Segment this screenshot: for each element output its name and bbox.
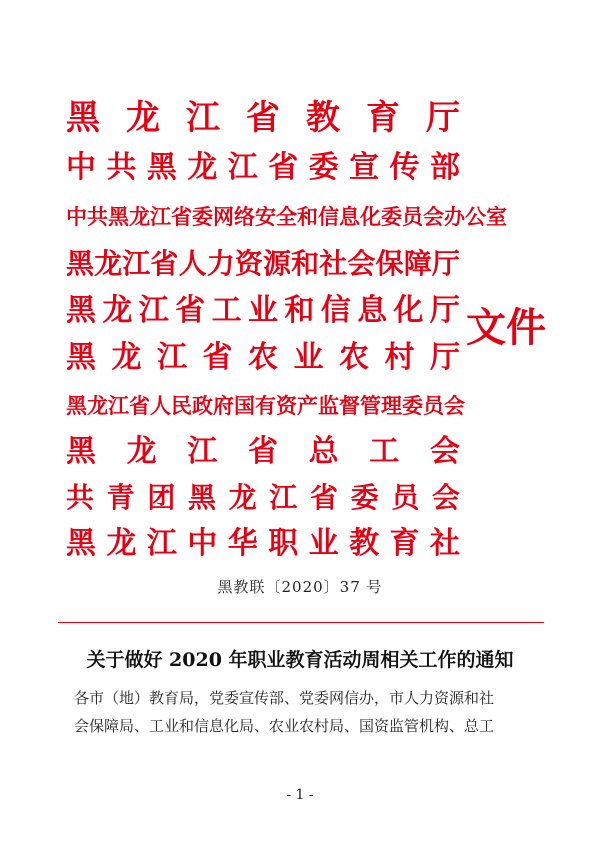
issuer-char: 宣 [349,150,380,185]
red-separator-line [58,622,544,623]
issuer-char: 人 [150,393,171,418]
issuer-char: 会 [429,434,460,469]
issuer-char: 教 [306,98,340,138]
issuer-char: 和 [297,204,318,229]
issuer-char: 和 [284,293,315,328]
issuer-line [66,96,460,140]
issuer-char: 江 [227,150,258,185]
issuer-char: 江 [138,293,169,328]
issuer-char: 资 [234,247,263,280]
issuer-char: 委 [308,150,339,185]
issuer-char: 江 [146,526,177,561]
issuer-char: 黑 [66,293,96,328]
page-number: - 1 - [286,787,314,803]
issuer-char: 共 [87,204,108,229]
issuer-char: 省 [309,481,338,514]
issuer-line [66,289,460,333]
issuer-char: 信 [318,204,339,229]
issuer-char: 业 [247,293,278,328]
issuer-line [66,336,460,380]
issuer-char: 省 [268,150,299,185]
issuer-char: 会 [347,247,376,280]
issuer-char: 省 [247,434,278,469]
notice-title: 关于做好 2020 年职业教育活动周相关工作的通知 [86,649,514,671]
issuer-char: 厅 [431,247,460,280]
issuer-char: 厅 [430,340,460,375]
issuer-char: 委 [350,481,379,514]
issuer-char: 江 [157,340,187,375]
issuer-char: 龙 [106,526,137,561]
issuer-char: 化 [393,293,424,328]
issuer-char: 省 [246,98,280,138]
issuer-char: 总 [308,434,339,469]
document-type-label: 文件 [466,304,546,351]
issuer-char: 省 [171,204,192,229]
issuer-char: 黑 [66,526,96,561]
issuer-char: 黑 [108,204,129,229]
issuer-char: 龙 [94,247,123,280]
issuer-char: 息 [339,204,360,229]
document-number: 黑教联〔2020〕37 号 [217,578,383,596]
issuer-char: 会 [444,393,465,418]
issuer-line [66,195,507,239]
issuer-char: 工 [369,434,400,469]
issuer-char: 团 [147,481,176,514]
issuer-char: 农 [339,340,369,375]
issuer-line [66,430,460,474]
issuer-char: 传 [389,150,420,185]
issuer-line [66,384,465,428]
issuer-char: 黑 [66,434,96,469]
issuer-char: 省 [202,340,233,375]
issuer-char: 息 [357,293,388,328]
issuer-char: 委 [381,204,402,229]
issuer-char: 保 [375,247,404,280]
issuer-char: 部 [429,150,460,185]
recipients-line: 会保障局、工业和信息化局、农业农村局、国资监管机构、总工 [74,717,495,735]
issuer-char: 产 [297,393,318,418]
recipients-line: 各市（地）教育局，党委宣传部、党委网信办，市人力资源和社 [74,689,495,707]
issuer-char: 江 [122,247,151,280]
issuer-char: 江 [150,204,171,229]
issuer-char: 府 [213,393,234,418]
issuer-char: 网 [213,204,234,229]
issuer-char: 力 [206,247,235,280]
issuer-char: 络 [234,204,255,229]
issuer-char: 村 [384,340,415,375]
issuer-char: 工 [211,293,242,328]
issuer-char: 中 [66,204,87,229]
issuer-char: 人 [178,247,207,280]
issuer-char: 黑 [66,98,100,138]
issuer-char: 委 [192,204,213,229]
issuer-char: 黑 [187,481,216,514]
issuer-char: 黑 [146,150,177,185]
issuer-char: 资 [276,393,297,418]
issuer-char: 华 [227,526,258,561]
issuer-char: 业 [308,526,339,561]
issuer-char: 民 [171,393,192,418]
issuer-char: 员 [391,481,420,514]
issuer-char: 共 [66,481,95,514]
issuer-char: 厅 [429,293,460,328]
issuer-char: 会 [423,204,444,229]
issuer-char: 会 [431,481,460,514]
issuer-char: 龙 [102,293,133,328]
issuer-char: 龙 [126,98,160,138]
issuer-char: 江 [187,434,218,469]
issuer-char: 农 [248,340,278,375]
issuer-line [66,522,460,566]
issuer-char: 龙 [129,204,150,229]
issuer-char: 业 [293,340,324,375]
issuer-char: 职 [268,526,299,561]
issuer-char: 理 [381,393,402,418]
issuer-char: 障 [403,247,432,280]
issuer-char: 中 [66,150,96,185]
issuer-char: 和 [291,247,320,280]
issuer-line [66,242,460,286]
issuer-char: 化 [360,204,381,229]
issuer-char: 社 [319,247,348,280]
issuer-char: 有 [255,393,276,418]
issuer-char: 源 [262,247,291,280]
issuer-char: 国 [234,393,255,418]
issuer-char: 黑 [66,393,87,418]
recipients-paragraph [74,684,536,740]
issuer-char: 青 [106,481,135,514]
issuer-char: 政 [192,393,213,418]
issuer-char: 龙 [187,150,218,185]
issuer-char: 安 [255,204,276,229]
issuer-char: 育 [389,526,420,561]
issuer-line [66,476,460,520]
issuer-char: 员 [402,204,423,229]
issuer-char: 社 [429,526,460,561]
issuer-char: 龙 [87,393,108,418]
issuer-line [66,146,460,190]
issuer-char: 龙 [228,481,257,514]
issuer-char: 龙 [126,434,157,469]
issuer-char: 信 [320,293,351,328]
issuer-char: 员 [423,393,444,418]
issuer-char: 江 [269,481,298,514]
issuer-char: 厅 [426,98,460,138]
issuer-char: 江 [108,393,129,418]
issuer-char: 省 [150,247,179,280]
issuer-char: 监 [318,393,339,418]
issuer-char: 省 [129,393,150,418]
issuer-char: 中 [187,526,218,561]
issuer-char: 委 [402,393,423,418]
issuer-char: 公 [465,204,486,229]
issuer-char: 全 [276,204,297,229]
issuer-char: 共 [106,150,137,185]
issuer-char: 黑 [66,247,95,280]
issuer-char: 龙 [111,340,142,375]
issuer-char: 省 [175,293,206,328]
issuer-char: 办 [444,204,465,229]
issuer-char: 江 [186,98,220,138]
issuer-char: 管 [360,393,381,418]
issuer-char: 黑 [66,340,96,375]
issuer-char: 室 [486,204,507,229]
issuer-char: 教 [349,526,380,561]
issuer-char: 督 [339,393,360,418]
issuer-char: 育 [366,98,400,138]
